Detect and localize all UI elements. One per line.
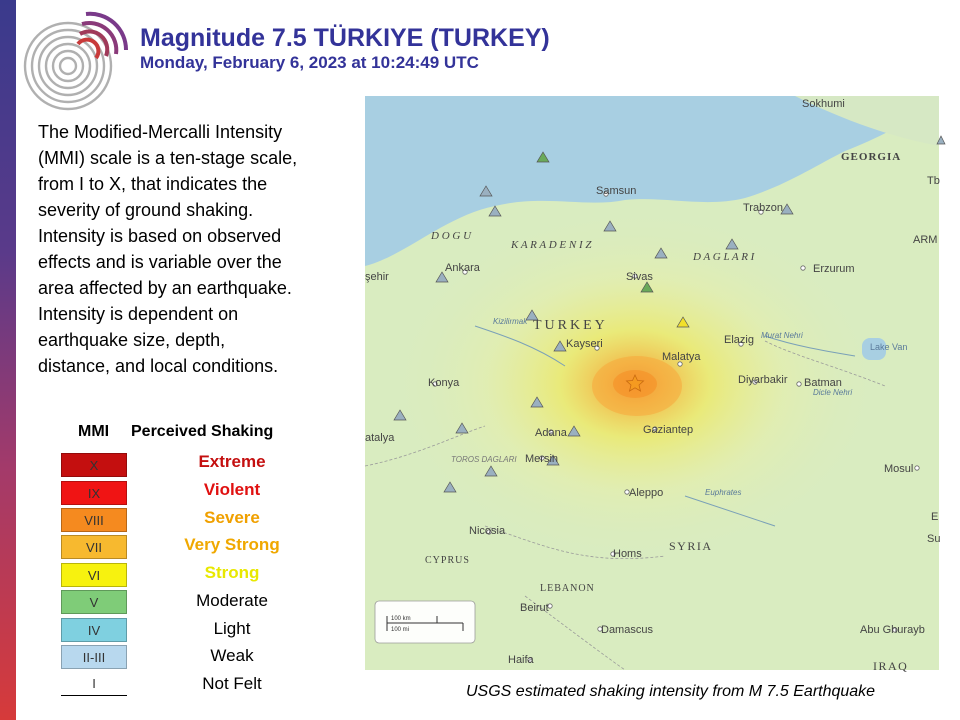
shaking-label: Severe: [204, 508, 260, 527]
map-label: LEBANON: [540, 583, 595, 594]
map-label: TURKEY: [533, 318, 608, 333]
map-label: SYRIA: [669, 539, 713, 553]
map-label: GEORGIA: [841, 151, 902, 163]
map-label: Murat Nehri: [761, 331, 803, 340]
map-label: Adana: [535, 427, 567, 439]
mmi-swatch: IV: [61, 618, 127, 642]
map-label: CYPRUS: [425, 555, 470, 566]
event-date-time: Monday, February 6, 2023 at 10:24:49 UTC: [140, 53, 479, 72]
map-label: Su: [927, 533, 941, 545]
shaking-label: Extreme: [198, 452, 266, 471]
mmi-swatch: V: [61, 590, 127, 614]
scale-mi-label: 100 mi: [391, 627, 410, 633]
mmi-swatch: VIII: [61, 508, 127, 532]
map-label: Sokhumi: [802, 98, 845, 110]
map-label: Batman: [804, 377, 842, 389]
description-line: area affected by an earthquake.: [38, 278, 292, 298]
legend-shaking-header: Perceived Shaking: [131, 423, 274, 440]
map-label: Ankara: [445, 262, 480, 274]
mmi-swatch: I: [61, 672, 127, 696]
page-title: Magnitude 7.5 TÜRKIYE (TURKEY): [140, 24, 550, 52]
map-label: Dicle Nehri: [813, 388, 853, 397]
description-line: (MMI) scale is a ten-stage scale,: [38, 148, 298, 168]
map-label: Kizilirmak: [493, 317, 528, 326]
map-label: Mosul: [884, 463, 914, 475]
description-line: effects and is variable over the: [38, 252, 282, 272]
map-label: Nicosia: [469, 525, 506, 537]
map-scale-bar: [375, 601, 475, 643]
map-label: Tb: [927, 175, 940, 187]
description-line: severity of ground shaking.: [38, 200, 254, 220]
description-line: Intensity is dependent on: [38, 304, 239, 324]
mmi-description: [38, 119, 356, 379]
map-label: Diyarbakir: [738, 374, 788, 386]
map-caption: USGS estimated shaking intensity from M 7.5 Earthquake: [466, 683, 876, 700]
map-label: Aleppo: [629, 487, 664, 499]
shaking-label: Very Strong: [184, 535, 280, 554]
legend-mmi-header: MMI: [78, 423, 110, 440]
map-label: Homs: [613, 548, 642, 560]
map-label: D A G L A R I: [693, 251, 755, 263]
scale-km-label: 100 km: [391, 616, 411, 622]
mmi-swatch: VII: [61, 535, 127, 559]
map-label: atalya: [365, 432, 395, 444]
map-label: Samsun: [596, 185, 637, 197]
map-label: Mersin: [525, 453, 559, 465]
mmi-swatch: X: [61, 453, 127, 477]
map-label: Lake Van: [870, 342, 908, 352]
map-label: Erzurum: [813, 263, 855, 275]
shaking-label: Strong: [204, 563, 260, 582]
description-line: The Modified-Mercalli Intensity: [38, 122, 283, 142]
description-line: from I to X, that indicates the: [38, 174, 268, 194]
shaking-label: Not Felt: [202, 674, 262, 693]
map-label: Beirut: [520, 602, 549, 614]
description-line: earthquake size, depth,: [38, 330, 226, 350]
shaking-label: Weak: [210, 646, 254, 665]
map-label: Elazig: [724, 334, 754, 346]
map-label: Sivas: [626, 271, 653, 283]
map-label: E: [931, 511, 939, 523]
shaking-label: Light: [213, 619, 251, 638]
map-label: Gaziantep: [643, 424, 694, 436]
map-label: şehir: [365, 271, 389, 283]
description-line: distance, and local conditions.: [38, 356, 279, 376]
map-label: K A R A D E N I Z: [511, 239, 592, 251]
map-label: Kayseri: [566, 338, 603, 350]
map-label: Malatya: [662, 351, 701, 363]
mmi-swatch: IX: [61, 481, 127, 505]
mmi-swatch: II-III: [61, 645, 127, 669]
left-accent-bar: [0, 0, 16, 720]
map-label: Abu Ghurayb: [860, 624, 925, 636]
shaking-label: Violent: [203, 480, 261, 499]
map-label: D O G U: [431, 230, 472, 242]
map-label: Euphrates: [705, 488, 742, 497]
seismic-logo-icon: [20, 6, 132, 112]
description-line: Intensity is based on observed: [38, 226, 282, 246]
mmi-swatch: VI: [61, 563, 127, 587]
map-label: IRAQ: [873, 659, 909, 673]
map-label: Haifa: [508, 654, 534, 666]
map-label: Damascus: [601, 624, 653, 636]
map-label: Konya: [428, 377, 460, 389]
shaking-label: Moderate: [196, 591, 268, 610]
map-label: ARM: [913, 234, 938, 246]
map-label: Trabzon: [743, 202, 783, 214]
map-label: TOROS DAGLARI: [451, 455, 517, 464]
shakemap: [365, 96, 941, 673]
